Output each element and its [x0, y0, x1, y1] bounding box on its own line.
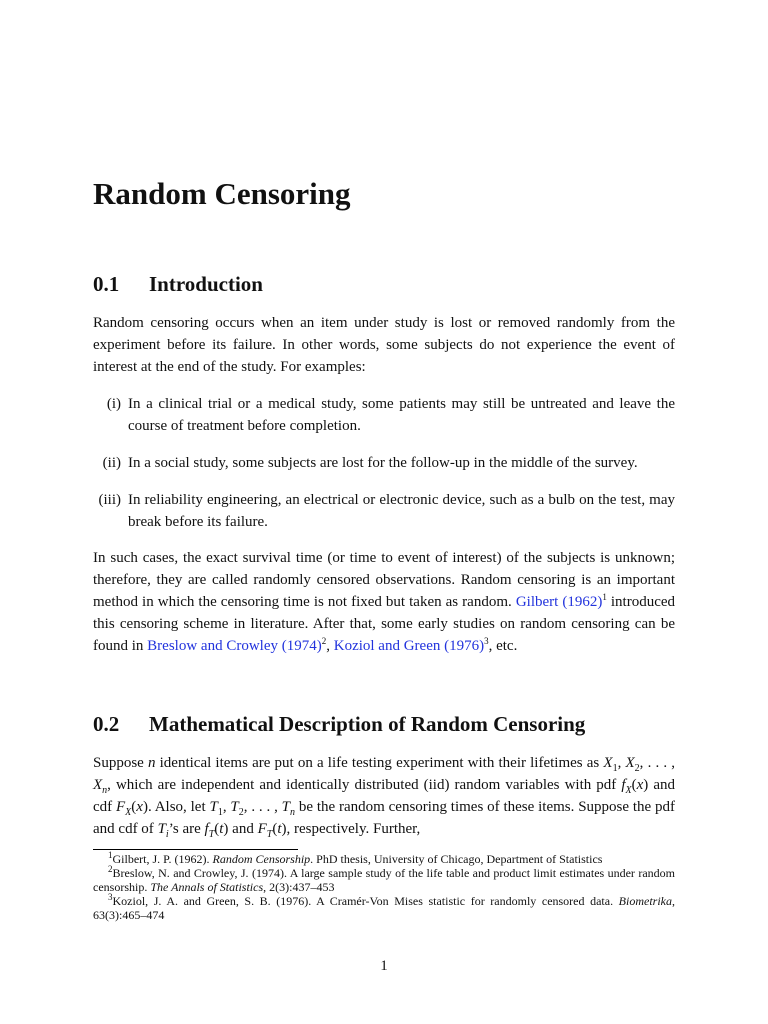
footnote-journal: Biometrika: [618, 894, 672, 908]
paragraph-text: identical items are put on a life testing experiment with their lifetimes as: [155, 755, 604, 771]
citation-koziol-link[interactable]: Koziol and Green (1976): [333, 638, 485, 654]
math-expression: $f_T(t)$: [204, 821, 229, 840]
intro-paragraph: Random censoring occurs when an item under study is lost or removed randomly from the experiment before its failure. In other words, some subjects do not experience the event of interest at the end of the study. For examples:: [93, 315, 675, 375]
list-item: [93, 393, 675, 437]
chapter-title: Random Censoring: [93, 176, 351, 211]
footnote-text: Gilbert, J. P. (1962).: [112, 852, 213, 866]
list-item-text: In a clinical trial or a medical study, some patients may still be untreated and leave the course of treatment before completion.: [128, 396, 675, 434]
footnote-text: , 63(3):465–474: [93, 894, 675, 922]
citation-breslow-link[interactable]: Breslow and Crowley (1974): [147, 638, 322, 654]
page-number: 1: [380, 958, 388, 974]
footnote-1: [93, 852, 675, 866]
footnote-number: 2: [108, 864, 113, 874]
paragraph-text: , which are independent and identically distributed (iid) random variables with pdf: [107, 777, 622, 793]
footnotes: [93, 852, 675, 922]
paragraph-text: ’s are: [168, 821, 205, 837]
list-marker: (ii): [102, 455, 121, 471]
list-item: [93, 452, 675, 474]
math-paragraph: [93, 752, 675, 840]
footnote-2: [93, 866, 675, 894]
math-expression: $T_1$, $T_2$, . . . , $T_n$: [209, 799, 296, 818]
censoring-paragraph: [93, 547, 675, 657]
footnote-number: 1: [108, 850, 113, 860]
footnote-marker[interactable]: 2: [321, 636, 327, 646]
section-number: 0.2: [93, 712, 120, 736]
math-expression: $X_1$, $X_2$, . . . , $X_n$: [93, 755, 676, 796]
math-expression: $f_X(x)$: [621, 777, 649, 796]
list-item-text: In a social study, some subjects are lost for the follow-up in the middle of the survey.: [128, 455, 638, 471]
paragraph-text: In such cases, the exact survival time (or time to event of interest) of the subjects is unknown; therefore, they are called randomly censored observations. Random censoring is an important method in which the censoring time is not fixed but taken as random.: [93, 550, 675, 610]
footnote-marker[interactable]: 3: [484, 636, 489, 646]
paragraph-text: and: [228, 821, 258, 837]
footnote-text: . PhD thesis, University of Chicago, Department of Statistics: [310, 852, 603, 866]
list-item: [93, 489, 675, 533]
paragraph-text: introduced this censoring scheme in literature. After that, some early studies on random censoring can be found in: [93, 594, 676, 654]
citation-gilbert-link[interactable]: Gilbert (1962): [515, 594, 603, 610]
list-marker: (i): [106, 396, 121, 412]
paragraph-text: , respectively. Further,: [286, 821, 421, 837]
list-item-text: In reliability engineering, an electrical or electronic device, such as a bulb on the test, may break before its failure.: [128, 492, 675, 530]
footnote-3: [93, 894, 675, 922]
section-title: Introduction: [149, 272, 263, 296]
footnote-text: Koziol, J. A. and Green, S. B. (1976). A Cramér-Von Mises statistic for randomly censored data.: [112, 894, 619, 908]
section-title: Mathematical Description of Random Censoring: [149, 712, 586, 736]
footnote-text: , 2(3):437–453: [263, 880, 335, 894]
footnote-journal: The Annals of Statistics: [150, 880, 264, 894]
math-expression: $F_T(t)$: [257, 821, 287, 840]
section-number: 0.1: [93, 272, 120, 296]
section-heading-introduction: [93, 272, 263, 297]
footnote-marker[interactable]: 1: [602, 592, 607, 602]
paragraph-text: Suppose: [93, 755, 148, 771]
paragraph-text: , etc.: [488, 638, 518, 654]
math-expression: $F_X(x)$: [116, 799, 148, 818]
paragraph-text: . Also, let: [147, 799, 210, 815]
footnote-divider: [93, 849, 298, 850]
paragraph-text: and cdf: [93, 777, 675, 815]
math-variable: n: [147, 755, 156, 771]
footnote-number: 3: [108, 892, 113, 902]
footnote-title: Random Censorship: [212, 852, 311, 866]
list-marker: (iii): [98, 492, 121, 508]
paragraph-text: ,: [326, 638, 334, 654]
section-heading-math: [93, 712, 585, 737]
paragraph-text: be the random censoring times of these items. Suppose the pdf and cdf of: [93, 799, 676, 837]
footnote-text: Breslow, N. and Crowley, J. (1974). A large sample study of the life table and product limit estimates under random censorship.: [93, 866, 675, 894]
math-expression: $T_i$: [157, 821, 169, 840]
